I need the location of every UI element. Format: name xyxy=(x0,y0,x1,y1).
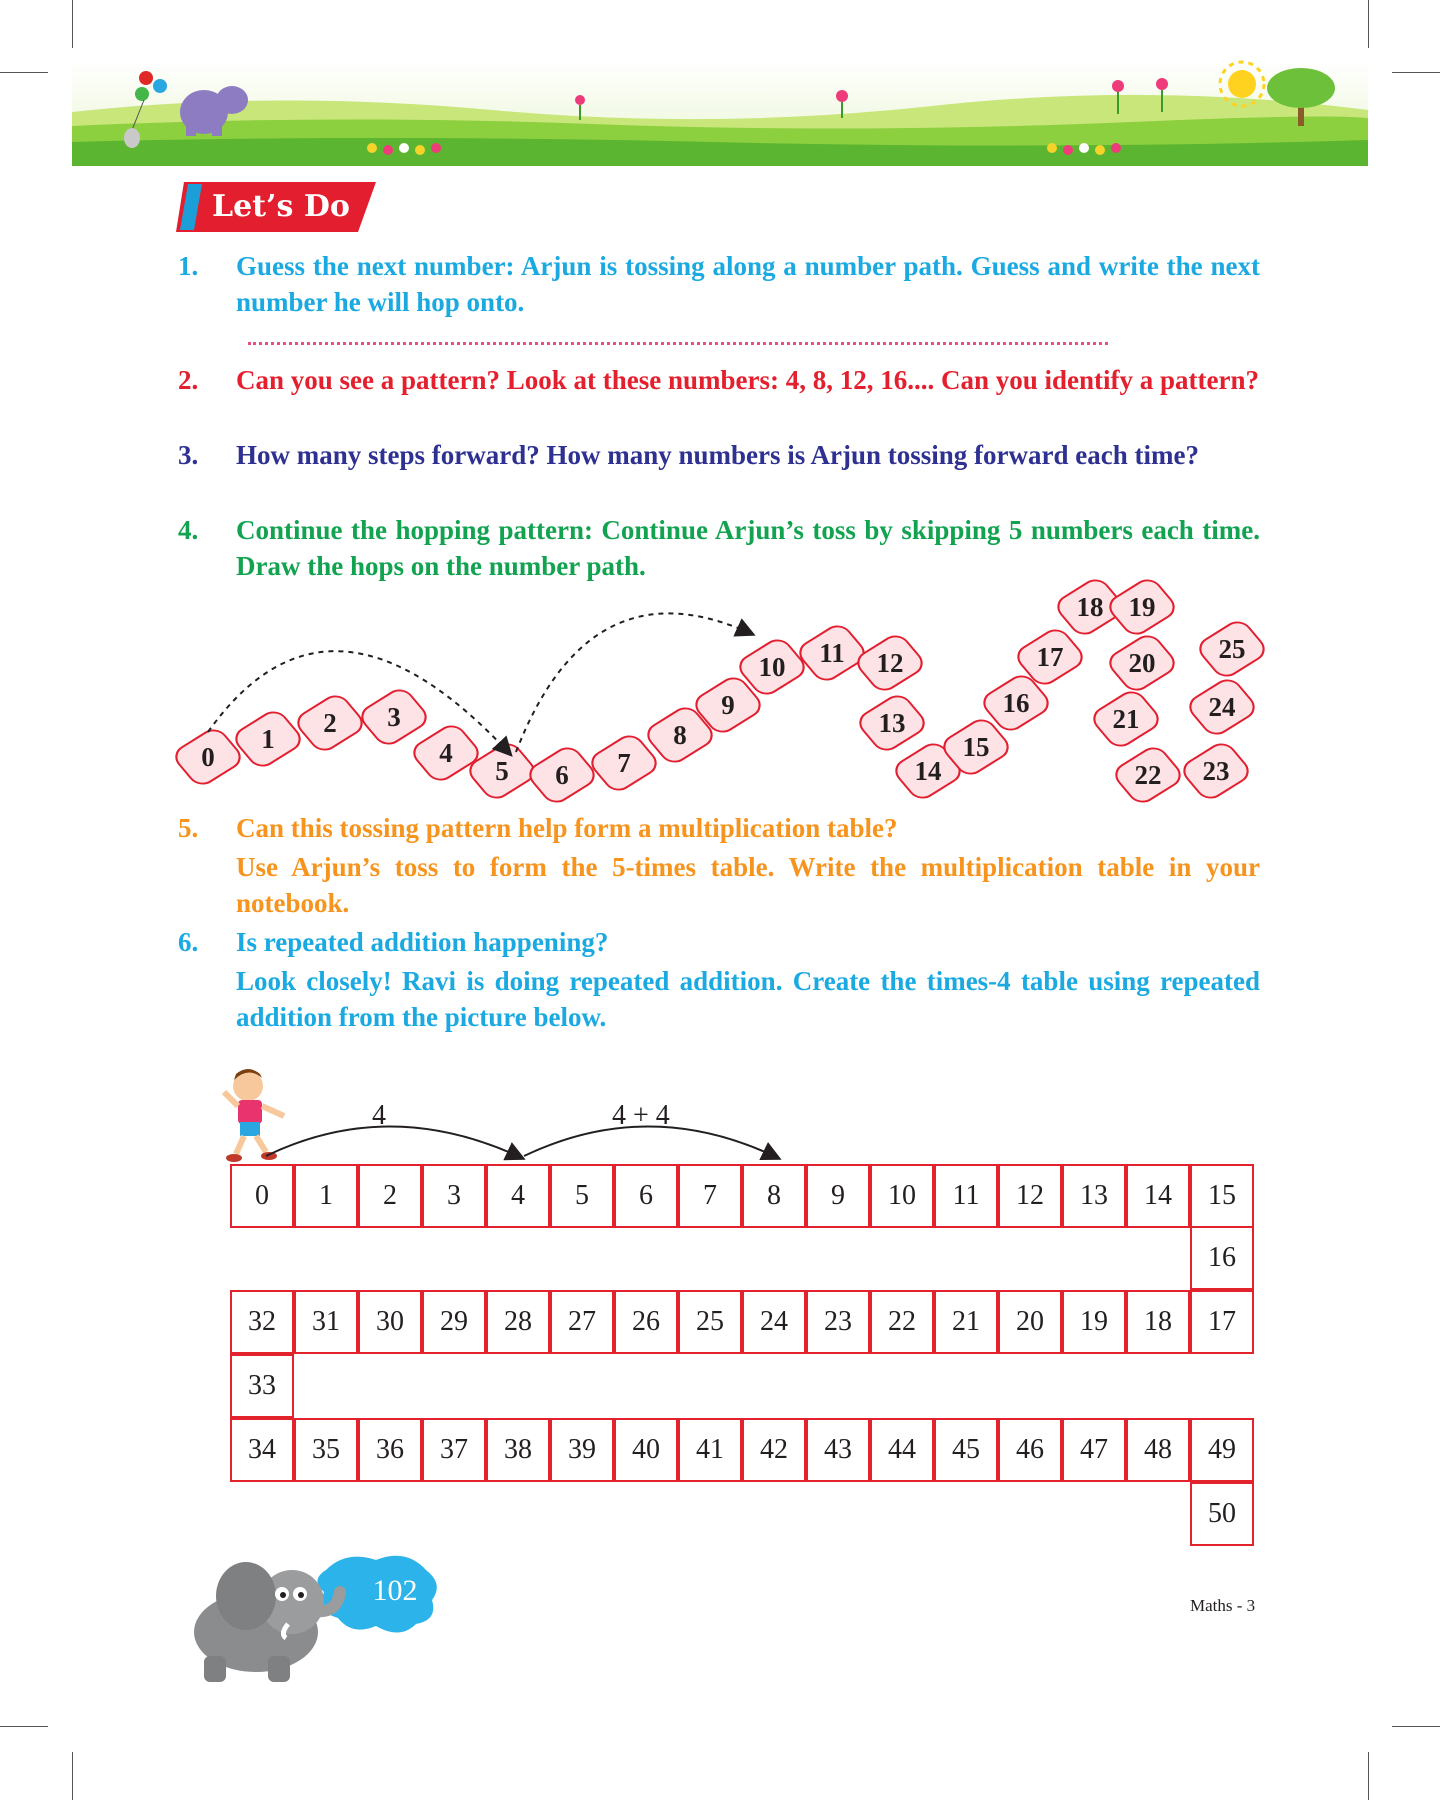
stone-number: 19 xyxy=(1128,592,1156,622)
grid-cell: 19 xyxy=(1062,1290,1126,1354)
grid-cell: 48 xyxy=(1126,1418,1190,1482)
grid-cell: 46 xyxy=(998,1418,1062,1482)
jump-label: 4 + 4 xyxy=(612,1100,670,1131)
question-text: How many steps forward? How many numbers is Arjun tossing forward each time? xyxy=(236,440,1199,470)
question-number: 2. xyxy=(178,365,199,395)
grid-cell: 32 xyxy=(230,1290,294,1354)
grid-cell: 21 xyxy=(934,1290,998,1354)
stone-number: 22 xyxy=(1134,760,1162,790)
grid-cell: 43 xyxy=(806,1418,870,1482)
stone-number: 11 xyxy=(819,638,845,668)
grid-cell: 17 xyxy=(1190,1290,1254,1354)
stone-number: 20 xyxy=(1128,648,1156,678)
stone-number: 12 xyxy=(876,648,904,678)
grid-cell: 31 xyxy=(294,1290,358,1354)
question-6 xyxy=(178,924,1260,1035)
grid-cell: 39 xyxy=(550,1418,614,1482)
jump-arrow xyxy=(266,1126,522,1158)
grid-cell: 29 xyxy=(422,1290,486,1354)
stone-number: 9 xyxy=(721,690,735,720)
grid-cell: 12 xyxy=(998,1164,1062,1228)
page-number: 102 xyxy=(372,1574,418,1607)
stone-number: 3 xyxy=(387,702,401,732)
question-text: Continue the hopping pattern: Continue Arjun’s toss by skipping 5 numbers each time. Draw the hops on the number path. xyxy=(236,515,1260,581)
question-text: Guess the next number: Arjun is tossing along a number path. Guess and write the next number he will hop onto. xyxy=(236,251,1260,317)
question-text: Can you see a pattern? Look at these numbers: 4, 8, 12, 16.... Can you identify a pattern? xyxy=(236,365,1260,395)
grid-cell: 13 xyxy=(1062,1164,1126,1228)
grid-cell: 40 xyxy=(614,1418,678,1482)
grid-cell: 42 xyxy=(742,1418,806,1482)
hop-arrow xyxy=(208,651,510,754)
jump-arrows xyxy=(0,1100,1440,1170)
grid-cell: 34 xyxy=(230,1418,294,1482)
subject-label: Maths - 3 xyxy=(1190,1596,1256,1615)
stone-number: 21 xyxy=(1112,704,1140,734)
grid-cell: 16 xyxy=(1190,1226,1254,1290)
question-number: 1. xyxy=(178,251,199,281)
grid-cell: 36 xyxy=(358,1418,422,1482)
grid-cell: 37 xyxy=(422,1418,486,1482)
stone-number: 18 xyxy=(1076,592,1104,622)
grid-cell: 9 xyxy=(806,1164,870,1228)
question-number: 4. xyxy=(178,515,199,545)
grid-cell: 25 xyxy=(678,1290,742,1354)
grid-cell: 27 xyxy=(550,1290,614,1354)
grid-cell: 3 xyxy=(422,1164,486,1228)
question-5 xyxy=(178,810,1260,921)
grid-cell: 0 xyxy=(230,1164,294,1228)
grid-cell: 30 xyxy=(358,1290,422,1354)
grid-cell: 11 xyxy=(934,1164,998,1228)
stone-number: 7 xyxy=(617,748,631,778)
jump-label: 4 xyxy=(372,1100,386,1131)
crop-mark xyxy=(72,1752,73,1800)
question-subtext: Use Arjun’s toss to form the 5-times table. Write the multiplication table in your notebook. xyxy=(236,852,1260,918)
hop-arrow xyxy=(516,613,752,752)
question-text: Can this tossing pattern help form a multiplication table? xyxy=(236,813,898,843)
grid-cell: 50 xyxy=(1190,1482,1254,1546)
elephant-mascot-icon xyxy=(176,1540,446,1690)
stone-number: 16 xyxy=(1002,688,1030,718)
grid-cell: 23 xyxy=(806,1290,870,1354)
grid-cell: 5 xyxy=(550,1164,614,1228)
stone-number: 13 xyxy=(878,708,906,738)
grid-cell: 14 xyxy=(1126,1164,1190,1228)
stone-number: 8 xyxy=(673,720,687,750)
stone-number: 15 xyxy=(962,732,990,762)
stone-number: 5 xyxy=(495,756,509,786)
grid-cell: 38 xyxy=(486,1418,550,1482)
grid-cell: 15 xyxy=(1190,1164,1254,1228)
grid-cell: 45 xyxy=(934,1418,998,1482)
stone-number: 17 xyxy=(1036,642,1064,672)
stone-number: 6 xyxy=(555,760,569,790)
grid-cell: 10 xyxy=(870,1164,934,1228)
grid-cell: 47 xyxy=(1062,1418,1126,1482)
stone-number: 2 xyxy=(323,708,337,738)
stone-number: 14 xyxy=(914,756,942,786)
grid-cell: 22 xyxy=(870,1290,934,1354)
question-number: 6. xyxy=(178,927,199,957)
grid-cell: 7 xyxy=(678,1164,742,1228)
grid-cell: 1 xyxy=(294,1164,358,1228)
stone-number: 4 xyxy=(439,738,453,768)
question-number: 3. xyxy=(178,440,199,470)
grid-cell: 33 xyxy=(230,1354,294,1418)
grid-cell: 44 xyxy=(870,1418,934,1482)
question-number: 5. xyxy=(178,813,199,843)
stone-number: 25 xyxy=(1218,634,1246,664)
question-text: Is repeated addition happening? xyxy=(236,927,609,957)
stone-number: 23 xyxy=(1202,756,1230,786)
grid-cell: 6 xyxy=(614,1164,678,1228)
grid-cell: 8 xyxy=(742,1164,806,1228)
grid-cell: 4 xyxy=(486,1164,550,1228)
section-title: Let’s Do xyxy=(212,189,350,224)
grid-cell: 18 xyxy=(1126,1290,1190,1354)
question-subtext: Look closely! Ravi is doing repeated addition. Create the times-4 table using repeated addition from the picture below. xyxy=(236,966,1260,1032)
grid-cell: 26 xyxy=(614,1290,678,1354)
grid-cell: 20 xyxy=(998,1290,1062,1354)
crop-mark xyxy=(1392,1726,1440,1727)
grid-cell: 28 xyxy=(486,1290,550,1354)
stone-number: 0 xyxy=(201,742,215,772)
grid-cell: 24 xyxy=(742,1290,806,1354)
stone-number: 24 xyxy=(1208,692,1236,722)
hop-arrows xyxy=(0,0,1440,800)
crop-mark xyxy=(1368,1752,1369,1800)
grid-cell: 2 xyxy=(358,1164,422,1228)
stone-number: 10 xyxy=(758,652,786,682)
grid-cell: 35 xyxy=(294,1418,358,1482)
grid-cell: 41 xyxy=(678,1418,742,1482)
grid-cell: 49 xyxy=(1190,1418,1254,1482)
stone-number: 1 xyxy=(261,724,275,754)
crop-mark xyxy=(0,1726,48,1727)
